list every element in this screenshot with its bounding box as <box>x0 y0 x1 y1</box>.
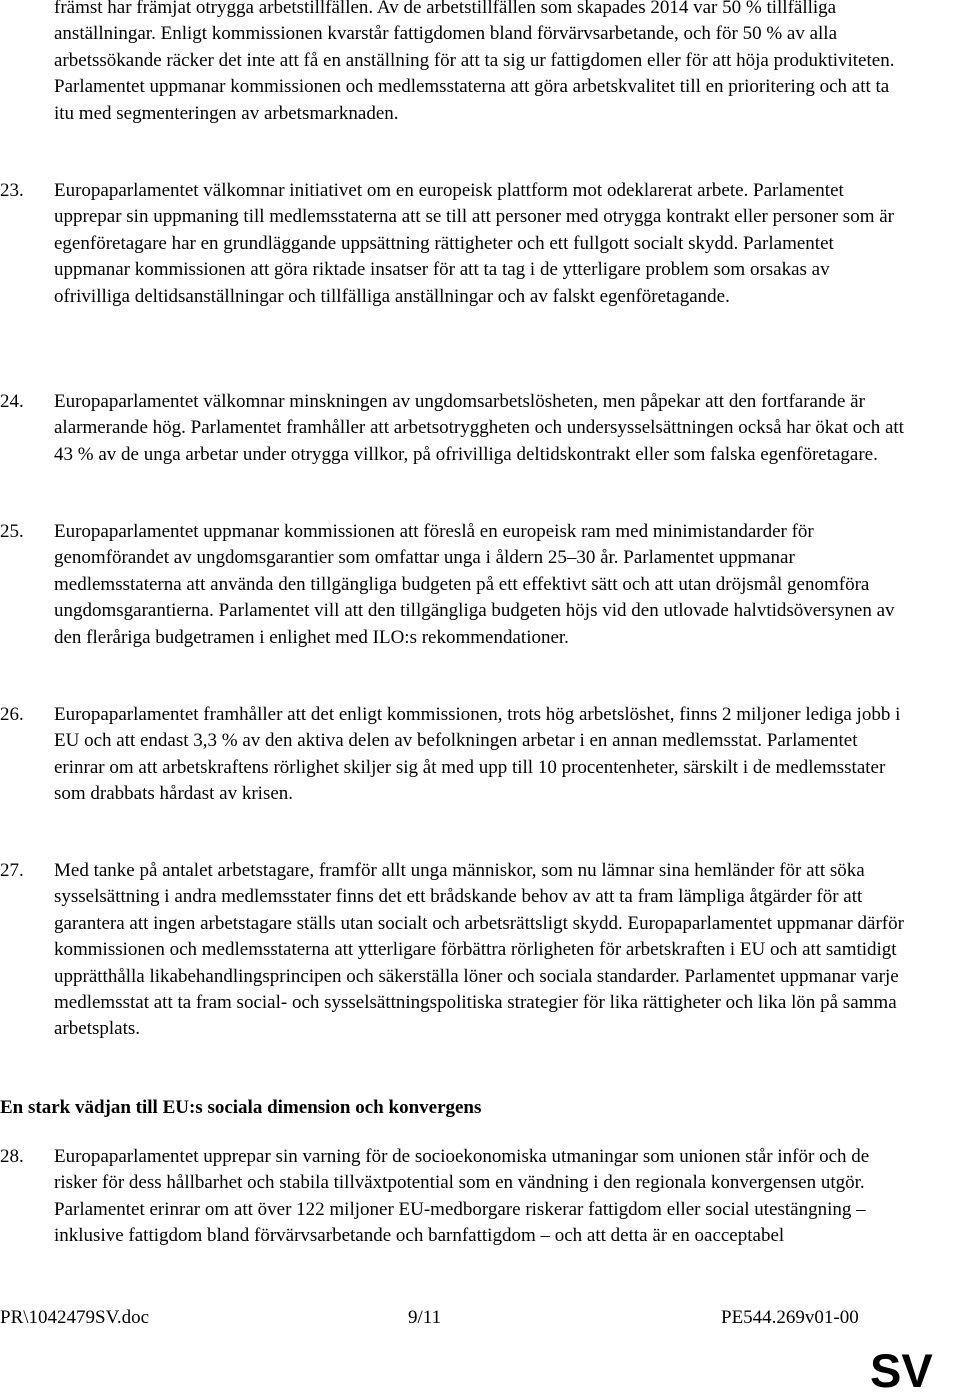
paragraph-26 <box>0 702 900 808</box>
footer-page-number: 9/11 <box>408 1307 442 1328</box>
paragraph-number: 27. <box>0 860 24 881</box>
paragraph-text: Europaparlamentet välkomnar minskningen av ungdomsarbetslösheten, men påpekar att den fortfarande är alarmerande hög. Parlamentet framhåller att arbetsotryggheten och undersysselsättningen också har ökat och att 43 % av de unga arbetar under otrygga villkor, på ofrivilliga deltidskontrakt eller som falska egenföretagare. <box>54 391 904 465</box>
paragraph-text: Med tanke på antalet arbetstagare, framför allt unga människor, som nu lämnar sina hemländer för att söka sysselsättning i andra medlemsstater finns det ett brådskande behov av att ta fram lämpliga åtgärder för att garantera att ingen arbetstagare ställs utan socialt och arbetsrättsligt skydd. Europaparlamentet uppmanar därför kommissionen och medlemsstaterna att ytterligare förbättra rörligheten för arbetskraften i EU och att samtidigt upprätthålla likabehandlingsprincipen och säkerställa löner och sociala standarder. Parlamentet uppmanar varje medlemsstat att ta fram social- och sysselsättningspolitiska strategier för lika rättigheter och lika lön på samma arbetsplats. <box>54 860 904 1040</box>
paragraph-text: Europaparlamentet upprepar sin varning för de socioekonomiska utmaningar som unionen står inför och de risker för dess hållbarhet och stabila tillväxtpotential som en vändning i den regionala konvergensen utgör. Parlamentet erinrar om att över 122 miljoner EU-medborgare riskerar fattigdom eller social utestängning – inklusive fattigdom bland förvärvsarbetande och barnfattigdom – och att detta är en oacceptabel <box>54 1146 870 1247</box>
paragraph-24 <box>0 389 904 468</box>
paragraph-text: Europaparlamentet framhåller att det enligt kommissionen, trots hög arbetslöshet, finns 2 miljoner lediga jobb i EU och att endast 3,3 % av den aktiva delen av befolkningen arbetar i en annan medlemsstat. Parlamentet erinrar om att arbetskraftens rörlighet skiljer sig åt med upp till 10 procentenheter, särskilt i de medlemsstater som drabbats hårdast av krisen. <box>54 704 901 805</box>
paragraph-text: Europaparlamentet uppmanar kommissionen att föreslå en europeisk ram med minimistandarder för genomförandet av ungdomsgarantier som omfattar unga i åldern 25–30 år. Parlamentet uppmanar medlemsstaterna att använda den tillgängliga budgeten på ett effektivt sätt och att utan dröjsmål genomföra ungdomsgarantierna. Parlamentet vill att den tillgängliga budgeten höjs vid den utlovade halvtidsöversynen av den fleråriga budgetramen i enlighet med ILO:s rekommendationer. <box>54 521 895 648</box>
continuation-paragraph: främst har främjat otrygga arbetstillfällen. Av de arbetstillfällen som skapades 2014 var 50 % tillfälliga anställningar. Enligt kommissionen kvarstår fattigdomen bland förvärvsarbetande, och för 50 % av alla arbetssökande räcker det inte att få en anställning för att ta sig ur fattigdomen eller för att höja produktiviteten. Parlamentet uppmanar kommissionen och medlemsstaterna att göra arbetskvalitet till en prioritering och att ta itu med segmenteringen av arbetsmarknaden. <box>54 0 895 124</box>
language-code: SV <box>870 1344 933 1397</box>
paragraph-number: 28. <box>0 1146 24 1167</box>
paragraph-number: 23. <box>0 180 24 201</box>
footer-doc-ref: PR\1042479SV.doc <box>0 1307 150 1328</box>
paragraph-number: 24. <box>0 391 24 412</box>
paragraph-27 <box>0 858 904 1043</box>
paragraph-28 <box>0 1144 900 1250</box>
paragraph-text: Europaparlamentet välkomnar initiativet om en europeisk plattform mot odeklarerat arbete. Parlamentet upprepar sin uppmaning till medlemsstaterna att se till att personer med otrygga kontrakt eller personer som är egenföretagare har en grundläggande uppsättning rättigheter och ett fullgott socialt skydd. Parlamentet uppmanar kommissionen att göra riktade insatser för att ta tag i de ytterligare problem som orsakas av ofrivilliga deltidsanställningar och tillfälliga anställningar och av falskt egenföretagande. <box>54 180 894 307</box>
section-heading: En stark vädjan till EU:s sociala dimension och konvergens <box>0 1097 482 1118</box>
footer-pe-ref: PE544.269v01-00 <box>721 1307 859 1328</box>
paragraph-23 <box>0 178 900 310</box>
paragraph-number: 26. <box>0 704 24 725</box>
paragraph-25 <box>0 519 900 651</box>
paragraph-number: 25. <box>0 521 24 542</box>
